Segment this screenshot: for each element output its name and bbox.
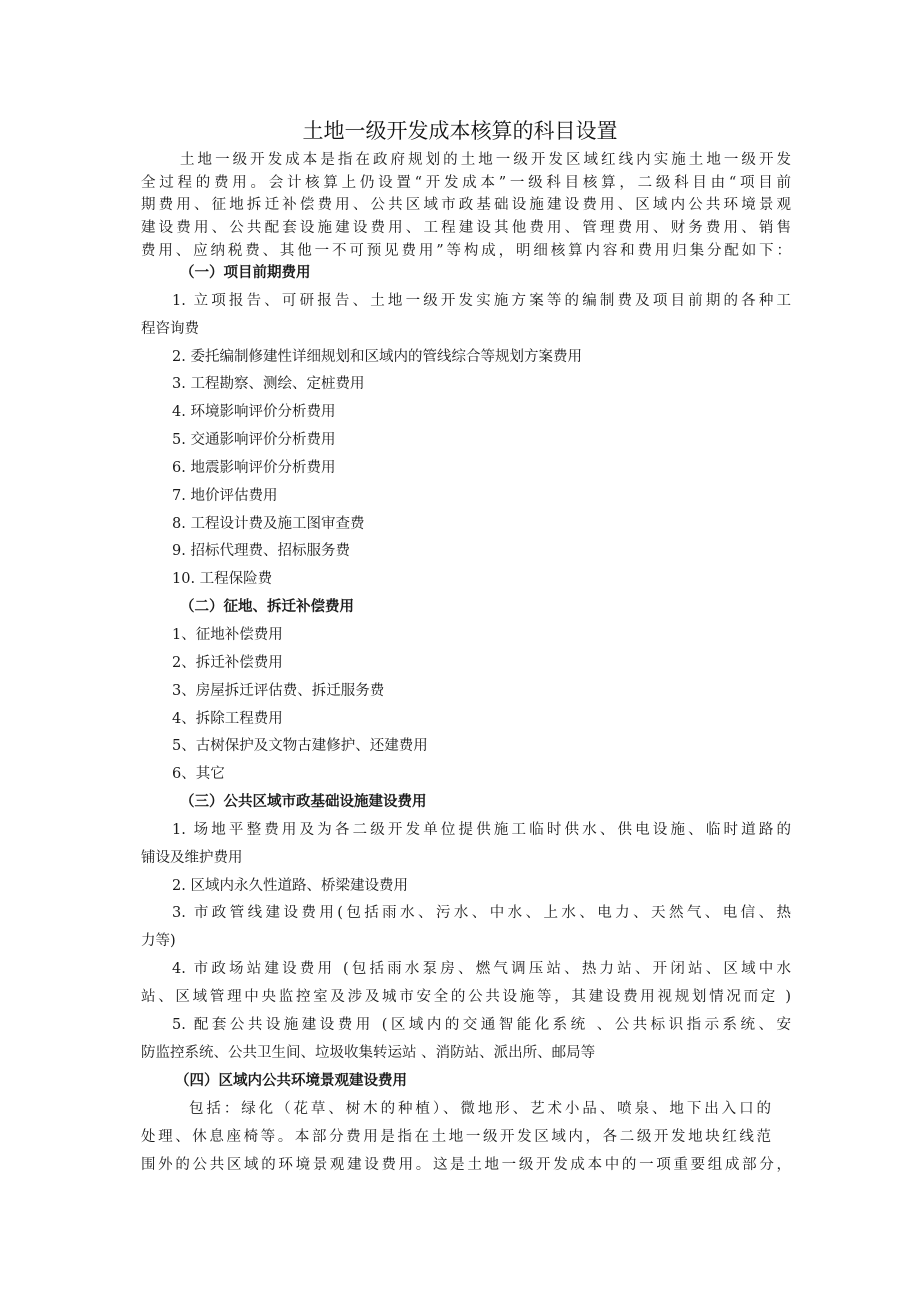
list-item-continuation: 防监控系统、公共卫生间、垃圾收集转运站 、消防站、派出所、邮局等 bbox=[141, 1045, 596, 1061]
list-item: 5. 配套公共设施建设费用 (区域内的交通智能化系统 、公共标识指示系统、安 bbox=[172, 1017, 791, 1033]
list-item: 3、房屋拆迁评估费、拆迁服务费 bbox=[172, 683, 385, 699]
section-heading: （四）区域内公共环境景观建设费用 bbox=[175, 1073, 407, 1089]
list-item: 7. 地价评估费用 bbox=[172, 488, 278, 504]
list-item: 4. 环境影响评价分析费用 bbox=[172, 404, 336, 420]
list-item-continuation: 力等) bbox=[141, 933, 176, 949]
list-item-continuation: 铺设及维护费用 bbox=[141, 850, 243, 866]
list-item: 10. 工程保险费 bbox=[172, 571, 273, 587]
list-item: 4. 市政场站建设费用 (包括雨水泵房、燃气调压站、热力站、开闭站、区域中水 bbox=[172, 961, 791, 977]
intro-line: 费用、应纳税费、其他一不可预见费用”等构成，明细核算内容和费用归集分配如下： bbox=[141, 243, 791, 259]
list-item: 5、古树保护及文物古建修护、还建费用 bbox=[172, 738, 428, 754]
list-item: 4、拆除工程费用 bbox=[172, 711, 283, 727]
section-heading: （三）公共区域市政基础设施建设费用 bbox=[180, 794, 427, 810]
list-item: 3. 市政管线建设费用(包括雨水、污水、中水、上水、电力、天然气、电信、热 bbox=[172, 905, 791, 921]
list-item: 9. 招标代理费、招标服务费 bbox=[172, 543, 350, 559]
list-item: 5. 交通影响评价分析费用 bbox=[172, 432, 336, 448]
paragraph-line: 围外的公共区域的环境景观建设费用。这是土地一级开发成本中的一项重要组成部分， bbox=[141, 1157, 791, 1173]
paragraph-line: 处理、休息座椅等。本部分费用是指在土地一级开发区域内，各二级开发地块红线范 bbox=[141, 1129, 771, 1145]
list-item: 6. 地震影响评价分析费用 bbox=[172, 460, 336, 476]
intro-line: 全过程的费用。会计核算上仍设置“开发成本”一级科目核算，二级科目由“项目前 bbox=[141, 175, 791, 191]
intro-line: 建设费用、公共配套设施建设费用、工程建设其他费用、管理费用、财务费用、销售 bbox=[141, 220, 791, 236]
list-item: 1、征地补偿费用 bbox=[172, 627, 283, 643]
list-item: 1. 立项报告、可研报告、土地一级开发实施方案等的编制费及项目前期的各种工 bbox=[172, 293, 791, 309]
list-item: 2. 委托编制修建性详细规划和区域内的管线综合等规划方案费用 bbox=[172, 349, 582, 365]
section-heading: （一）项目前期费用 bbox=[180, 265, 311, 281]
intro-line: 土地一级开发成本是指在政府规划的土地一级开发区域红线内实施土地一级开发 bbox=[180, 152, 791, 168]
list-item: 8. 工程设计费及施工图审查费 bbox=[172, 516, 365, 532]
intro-line: 期费用、征地拆迁补偿费用、公共区域市政基础设施建设费用、区域内公共环境景观 bbox=[141, 197, 791, 213]
section-heading: （二）征地、拆迁补偿费用 bbox=[180, 599, 354, 615]
paragraph-line: 包括：绿化（花草、树木的种植）、微地形、艺术小品、喷泉、地下出入口的 bbox=[189, 1101, 771, 1117]
page-title: 土地一级开发成本核算的科目设置 bbox=[302, 119, 618, 143]
list-item: 2. 区域内永久性道路、桥梁建设费用 bbox=[172, 878, 408, 894]
list-item: 1. 场地平整费用及为各二级开发单位提供施工临时供水、供电设施、临时道路的 bbox=[172, 822, 791, 838]
list-item: 3. 工程勘察、测绘、定桩费用 bbox=[172, 376, 365, 392]
list-item-continuation: 程咨询费 bbox=[141, 321, 199, 337]
list-item: 2、拆迁补偿费用 bbox=[172, 655, 283, 671]
list-item-continuation: 站、区域管理中央监控室及涉及城市安全的公共设施等，其建设费用视规划情况而定 ) bbox=[141, 989, 791, 1005]
list-item: 6、其它 bbox=[172, 766, 225, 782]
